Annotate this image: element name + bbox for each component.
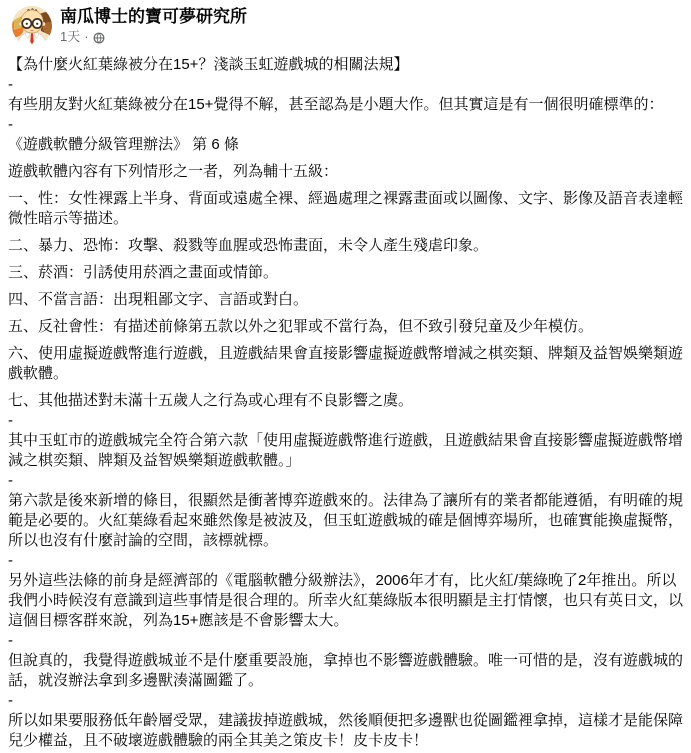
post-paragraph: 第六款是後來新增的條目，很顯然是衝著博弈遊戲來的。法律為了讓所有的業者都能遵循，有明確的規範是必要的。火紅葉綠看起來雖然像是被波及，但玉虹遊戲城的確是個博弈場所，也確實能換虛擬幣，所以也沒有什麼討論的空間，該標就標。 <box>8 492 684 549</box>
post-meta <box>60 29 247 45</box>
law-item-2: 二、暴力、恐怖：攻擊、殺戮等血腥或恐怖畫面，未令人產生殘虐印象。 <box>8 237 489 254</box>
post-paragraph: 其中玉虹市的遊戲城完全符合第六款「使用虛擬遊戲幣進行遊戲，且遊戲結果會直接影響虛擬遊戲幣增減之棋奕類、牌類及益智娛樂類遊戲軟體。」 <box>8 432 684 469</box>
law-item-1: 一、性：女性裸露上半身、背面或遠處全裸、經過處理之裸露畫面或以圖像、文字、影像及語音表達輕微性暗示等描述。 <box>8 190 684 227</box>
post-paragraph: 所以如果要服務低年齡層受眾，建議拔掉遊戲城，然後順便把多邊獸也從圖鑑裡拿掉，這樣才是能保障兒少權益，且不破壞遊戲體驗的兩全其美之策皮卡！皮卡皮卡！ <box>8 712 684 749</box>
law-item-7: 七、其他描述對未滿十五歲人之行為或心理有不良影響之虞。 <box>8 392 414 409</box>
timestamp[interactable]: 1天 <box>60 29 81 44</box>
separator-line: - <box>8 552 13 569</box>
law-item-4: 四、不當言語：出現粗鄙文字、言語或對白。 <box>8 291 309 308</box>
separator-line: - <box>8 692 13 709</box>
separator-line: - <box>8 76 13 93</box>
post-header <box>0 0 691 46</box>
law-item-3: 三、菸酒：引誘使用菸酒之畫面或情節。 <box>8 264 279 281</box>
post-paragraph: 有些朋友對火紅葉綠被分在15+覺得不解，甚至認為是小題大作。但其實這是有一個很明確標準的： <box>8 96 664 113</box>
avatar[interactable] <box>12 6 52 46</box>
post-paragraph: 但說真的，我覺得遊戲城並不是什麼重要設施，拿掉也不影響遊戲體驗。唯一可惜的是，沒有遊戲城的話，就沒辦法拿到多邊獸湊滿圖鑑了。 <box>8 652 684 689</box>
law-item-6: 六、使用虛擬遊戲幣進行遊戲，且遊戲結果會直接影響虛擬遊戲幣增減之棋奕類、牌類及益智娛樂類遊戲軟體。 <box>8 345 684 382</box>
post-body <box>0 46 691 751</box>
meta-separator: · <box>84 29 89 44</box>
header-text <box>60 6 247 45</box>
post-paragraph: 另外這些法條的前身是經濟部的《電腦軟體分級辦法》，2006年才有，比火紅/葉綠晚了2年推出。所以我們小時候沒有意識到這些事情是很合理的。所幸火紅葉綠版本很明顯是主打情懷，也只有英日文，以這個目標客群來說，列為15+應該是不會影響太大。 <box>8 572 684 629</box>
separator-line: - <box>8 116 13 133</box>
separator-line: - <box>8 472 13 489</box>
law-item-5: 五、反社會性：有描述前條第五款以外之犯罪或不當行為，但不致引發兒童及少年模仿。 <box>8 318 594 335</box>
globe-icon <box>93 32 105 44</box>
law-title-paragraph: 《遊戲軟體分級管理辦法》 第 6 條 <box>8 136 239 153</box>
page-name-link[interactable]: 南瓜博士的寶可夢研究所 <box>60 7 247 26</box>
separator-line: - <box>8 632 13 649</box>
professor-avatar-icon <box>12 6 52 46</box>
law-intro-paragraph: 遊戲軟體內容有下列情形之一者，列為輔十五級： <box>8 163 339 180</box>
separator-line: - <box>8 412 13 429</box>
post-title-paragraph: 【為什麼火紅葉綠被分在15+？淺談玉虹遊戲城的相關法規】 <box>8 56 409 73</box>
